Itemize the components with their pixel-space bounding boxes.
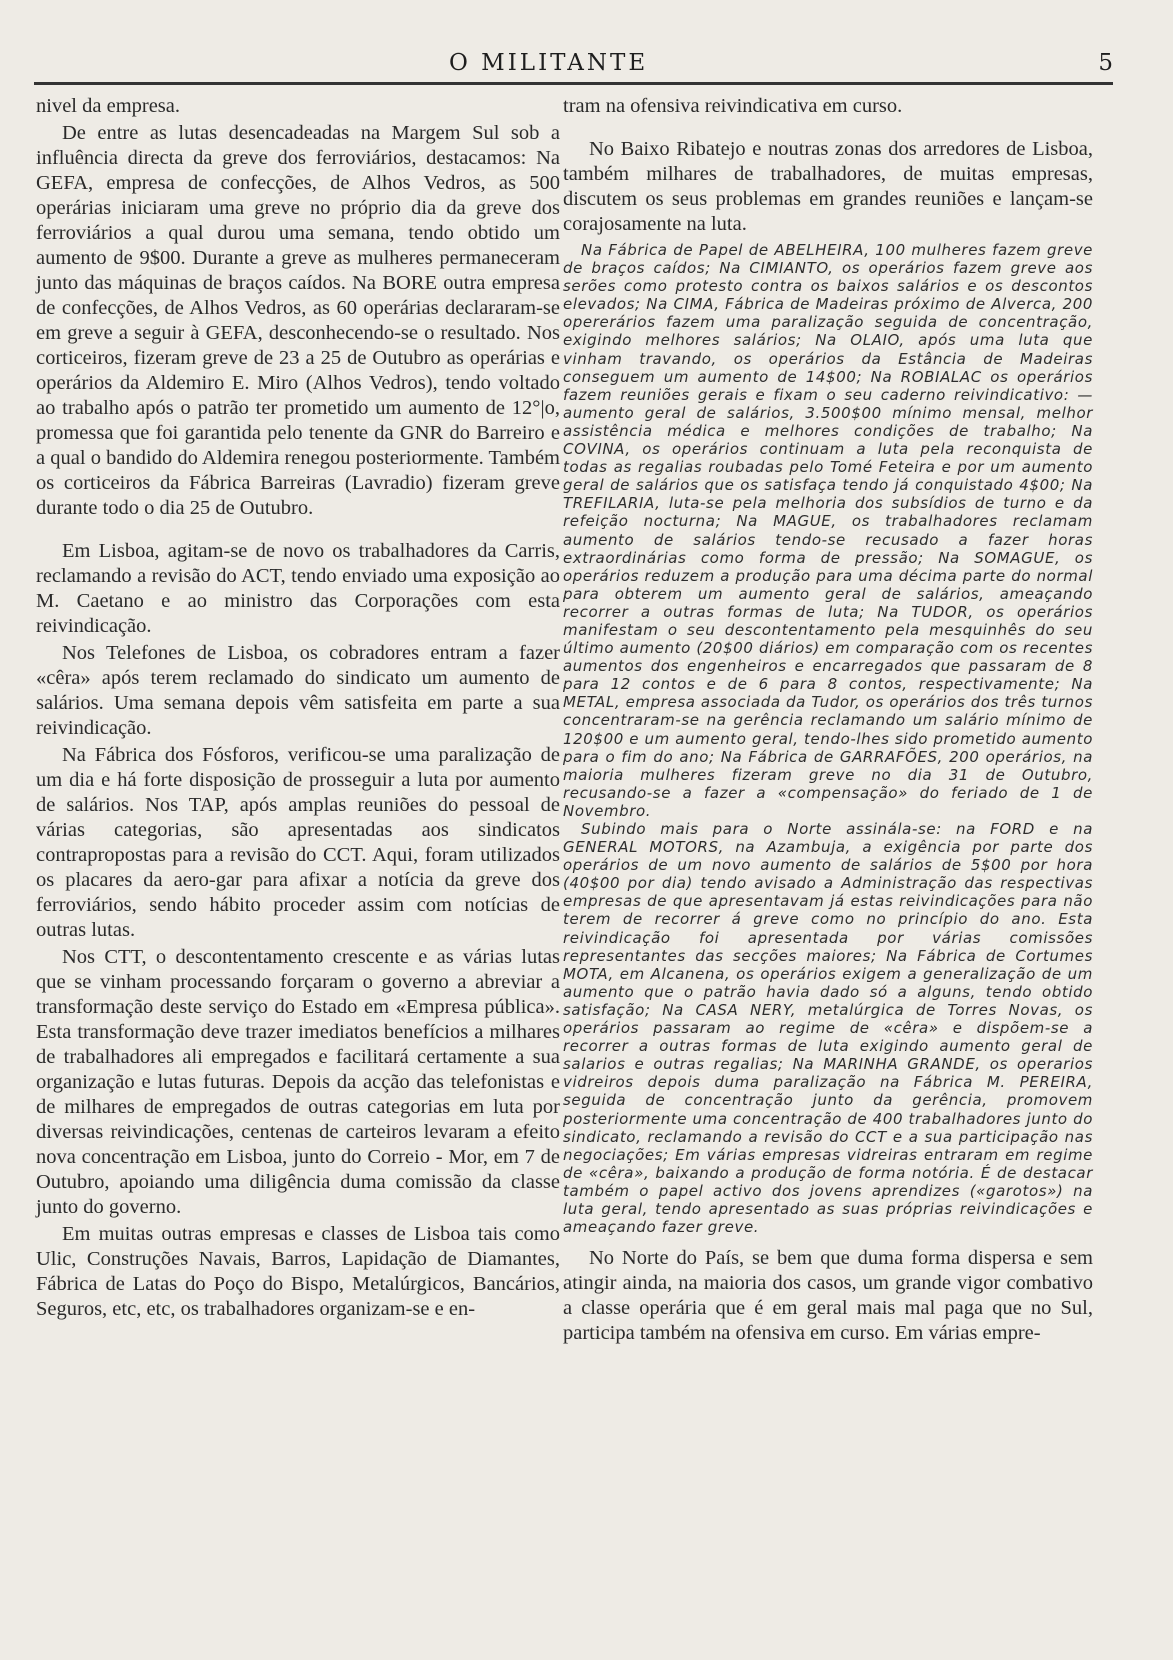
article-paragraph: Nos CTT, o descontentamento crescente e as várias lutas que se vinham processando forçaram o governo a abreviar a transformação deste serviço do Estado em «Empresa pública». Esta transformação deve trazer imediatos benefícios a milhares de trabalhadores ali empregados e facilitará certamente a sua organização e lutas futuras. Depois da acção das telefonistas e de milhares de empregados de outras categorias em luta por diversas reivindicações, centenas de carteiros levaram a efeito nova concentração em Lisboa, junto do Correio - Mor, em 7 de Outubro, apoiando uma diligência duma comissão da classe junto do governo. [36,946,560,1218]
right-column [563,94,1093,1358]
article-paragraph: Na Fábrica dos Fósforos, verificou-se uma paralização de um dia e há forte disposição de prosseguir a luta por aumento de salários. Nos TAP, após amplas reuniões do pessoal de várias categorias, são apresentadas aos sindicatos contrapropostas para a revisão do CCT. Aqui, foram utilizados os placares da aero-gar para afixar a notícia da greve dos ferroviários, sendo hábito proceder assim com notícias de outras lutas. [36,744,560,941]
article-paragraph: tram na ofensiva reivindicativa em curso. [563,95,903,117]
page-header [34,50,1113,82]
italic-paragraph: Subindo mais para o Norte assinála-se: na FORD e na GENERAL MOTORS, na Azambuja, a exigência por parte dos operários de um novo aumento de salários de 5$00 por hora (40$00 por dia) tendo avisado a Administração das respectivas empresas de que apresentavam já estas reivindicações para não terem de recorrer á greve como no princípio do ano. Esta reivindicação foi apresentada por várias comissões representantes das secções maiores; Na Fábrica de Cortumes MOTA, em Alcanena, os operários exigem a generalização de um aumento que o patrão havia dado só a alguns, tendo obtido satisfação; Na CASA NERY, metalúrgica de Torres Novas, os operários passaram ao regime de «cêra» e dispõem-se a recorrer a outras formas de luta exigindo aumento geral de salarios e outras regalias; Na MARINHA GRANDE, os operarios vidreiros depois duma paralização na Fábrica M. PEREIRA, seguida de concentração junto da gerência, promovem posteriormente uma concentração de 400 trabalhadores junto do sindicato, reclamando a revisão do CCT e a sua participação nas negociações; Em várias empresas vidreiras entraram em regime de «cêra», baixando a produção de forma notória. É de destacar também o papel activo dos jovens aprendizes («garotos») na luta geral, tendo apresentado as suas próprias reivindicações e ameaçando fazer greve. [563,820,1093,1237]
italic-paragraph: Na Fábrica de Papel de ABELHEIRA, 100 mulheres fazem greve de braços caídos; Na CIMIANTO, os operários fazem greve aos serões como protesto contra os baixos salários e os descontos elevados; Na CIMA, Fábrica de Madeiras próximo de Alverca, 200 opererários fazem uma paralização seguida de concentração, exigindo melhores salários; Na OLAIO, após uma luta que vinham travando, os operários da Estância de Madeiras conseguem um aumento de 14$00; Na ROBIALAC os operários fazem reuniões gerais e fixam o seu caderno reivindicativo: — aumento geral de salários, 3.500$00 mínimo mensal, melhor assistência médica e melhores condições de trabalho; Na COVINA, os operários continuam a luta pela reconquista de todas as regalias roubadas pelo Tomé Feteira e por um aumento geral de salários que os satisfaça tendo já conquistado 4$00; Na TREFILARIA, luta-se pela melhoria dos subsídios de turno e da refeição nocturna; Na MAGUE, os trabalhadores reclamam aumento de salários tendo-se recusado a fazer horas extraordinárias como forma de pressão; Na SOMAGUE, os operários reduzem a produção para uma décima parte do normal para obterem um aumento geral de salários, ameaçando recorrer a outras formas de luta; Na TUDOR, os operários manifestam o seu descontentamento pela mesquinhês do seu último aumento (20$00 diários) em comparação com os recentes aumentos dos engenheiros e encarregados que passaram de 8 para 12 contos e de 6 para 8 contos, respectivamente; Na METAL, empresa associada da Tudor, os operários dos três turnos concentraram-se na gerência reclamando um salário mínimo de 120$00 e um aumento geral, tendo-lhes sido prometido aumento para o fim do ano; Na Fábrica de GARRAFÕES, 200 operários, na maioria mulheres fizeram greve no dia 31 de Outubro, recusando-se a fazer a «compensação» do feriado de 1 de Novembro. [563,241,1093,820]
article-paragraph: Em muitas outras empresas e classes de Lisboa tais como Ulic, Construções Navais, Barros, Lapidação de Diamantes, Fábrica de Latas do Poço do Bispo, Metalúrgicos, Bancários, Seguros, etc, etc, os trabalhadores organizam-se e en- [36,1223,560,1320]
article-paragraph: Nos Telefones de Lisboa, os cobradores entram a fazer «cêra» após terem reclamado do sindicato um aumento de salários. Uma semana depois vêm satisfeita em parte a sua reivindicação. [36,642,560,739]
article-paragraph: No Norte do País, se bem que duma forma dispersa e sem atingir ainda, na maioria dos casos, um grande vigor combativo a classe operária que é em geral mais mal paga que no Sul, participa também na ofensiva em curso. Em várias empre- [563,1247,1093,1345]
page-number: 5 [1098,50,1113,76]
article-paragraph: Em Lisboa, agitam-se de novo os trabalhadores da Carris, reclamando a revisão do ACT, tendo enviado uma exposição ao M. Caetano e ao ministro das Corporações com esta reivindicação. [36,540,560,637]
publication-title: O MILITANTE [449,50,649,76]
article-paragraph: De entre as lutas desencadeadas na Margem Sul sob a influência directa da greve dos ferroviários, destacamos: Na GEFA, empresa de confecções, de Alhos Vedros, as 500 operárias iniciaram uma greve no próprio dia da greve dos ferroviários a qual durou uma semana, tendo obtido um aumento de 9$00. Durante a greve as mulheres permaneceram junto das máquinas de braços caídos. Na BORE outra empresa de confecções, de Alhos Vedros, as 60 operárias declararam-se em greve a seguir à GEFA, desconhecendo-se o resultado. Nos corticeiros, fizeram greve de 23 a 25 de Outubro as operárias e operários da Aldemiro E. Miro (Alhos Vedros), tendo voltado ao trabalho após o patrão ter prometido um aumento de 12°|o, promessa que foi garantida pelo tenente da GNR do Barreiro e a qual o bandido do Aldemira renegou posteriormente. Também os corticeiros da Fábrica Barreiras (Lavradio) fizeram greve durante todo o dia 25 de Outubro. [36,122,560,519]
article-paragraph: nivel da empresa. [36,95,181,117]
article-paragraph: No Baixo Ribatejo e noutras zonas dos arredores de Lisboa, também milhares de trabalhadores, de muitas empresas, discutem os seus problemas em grandes reuniões e lançam-se corajosamente na luta. [563,138,1093,235]
header-divider [34,82,1113,85]
left-column [36,94,560,1334]
